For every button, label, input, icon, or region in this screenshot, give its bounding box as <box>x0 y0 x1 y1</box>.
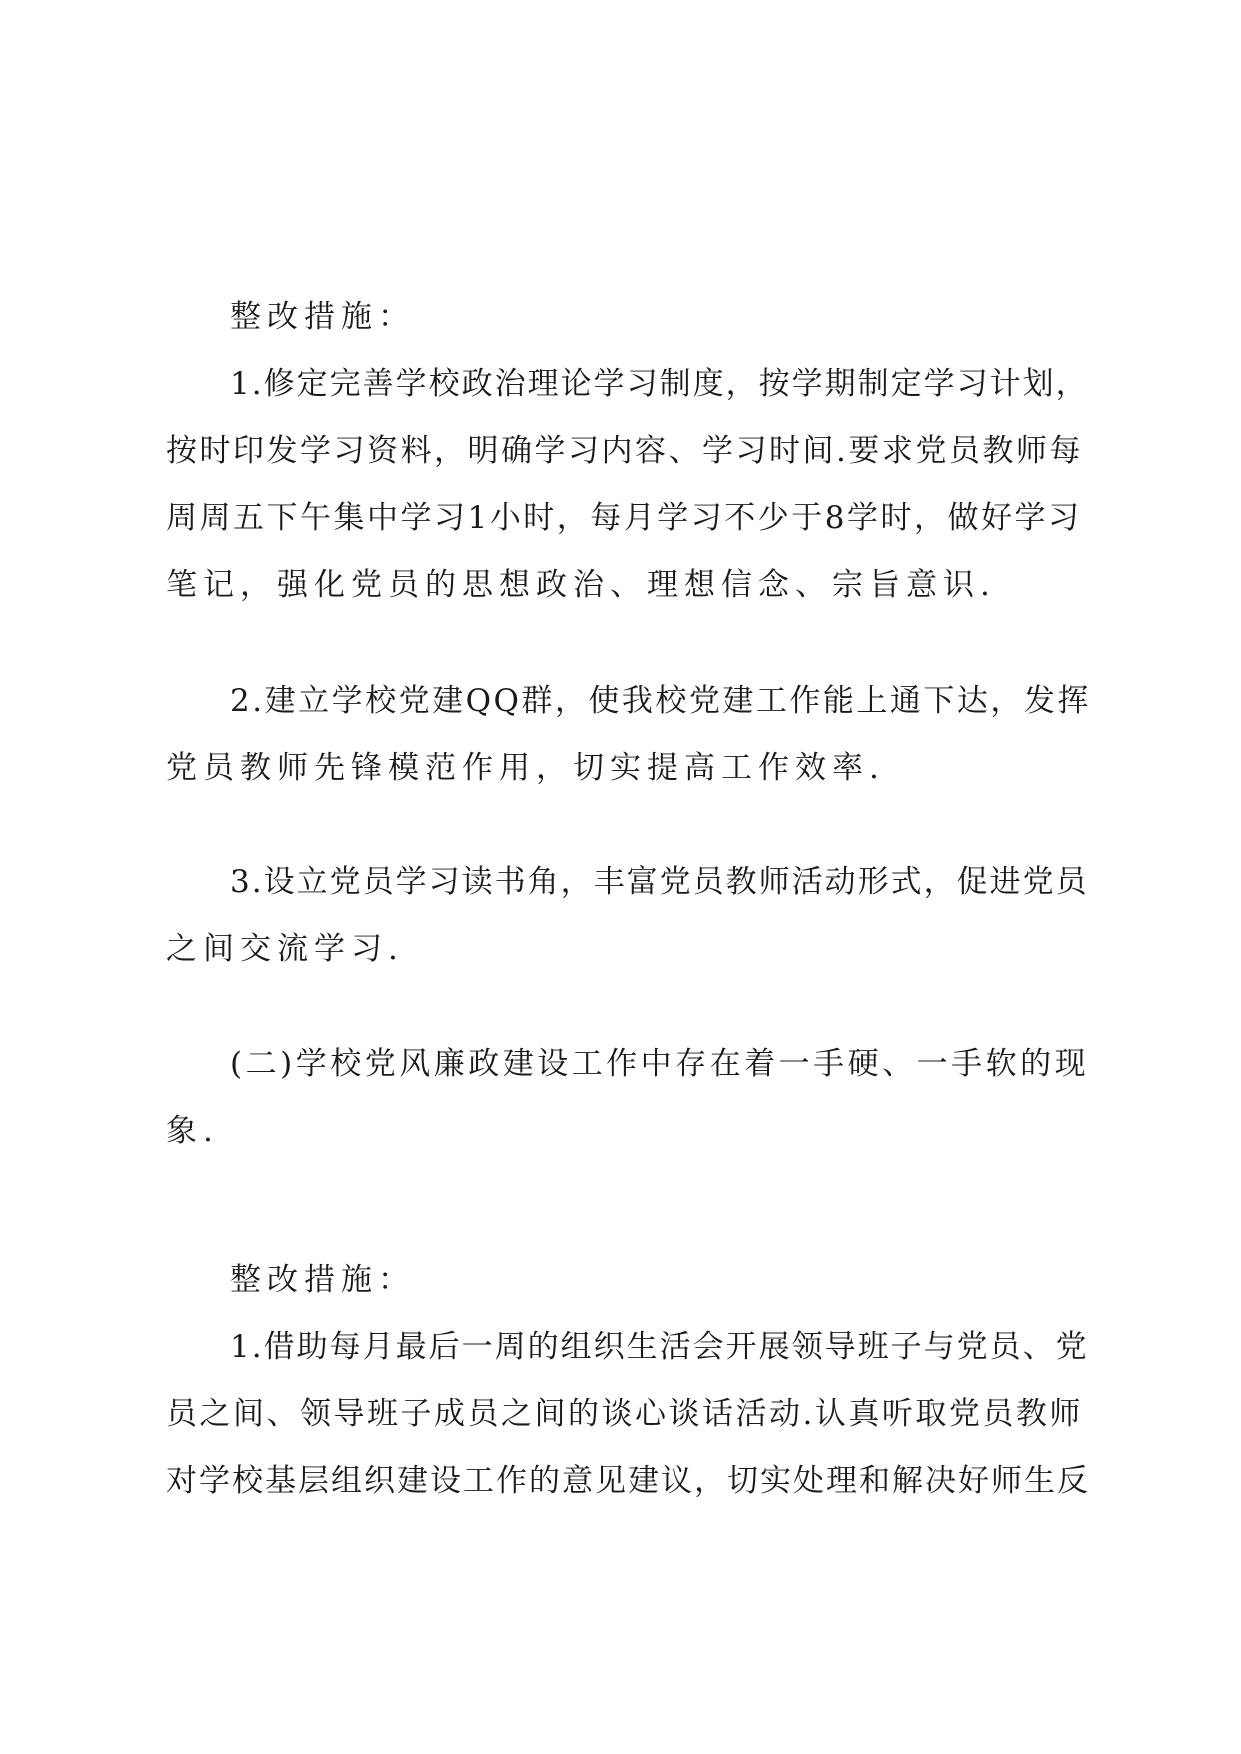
paragraph-line: 3.设立党员学习读书角，丰富党员教师活动形式，促进党员 <box>230 864 1089 900</box>
paragraph-line: 周周五下午集中学习1小时，每月学习不少于8学时，做好学习 <box>166 500 1082 536</box>
section-heading: 整改措施： <box>230 1262 415 1298</box>
paragraph-line: 1.修定完善学校政治理论学习制度，按学期制定学习计划， <box>230 366 1089 402</box>
paragraph-line: 党员教师先锋模范作用，切实提高工作效率. <box>166 750 885 786</box>
paragraph-line: 笔记，强化党员的思想政治、理想信念、宗旨意识. <box>166 567 996 603</box>
section-heading: 整改措施： <box>230 299 415 335</box>
paragraph-line: 对学校基层组织建设工作的意见建议，切实处理和解决好师生反 <box>166 1463 1090 1499</box>
paragraph-line: 按时印发学习资料，明确学习内容、学习时间.要求党员教师每 <box>166 433 1083 469</box>
section-heading: (二)学校党风廉政建设工作中存在着一手硬、一手软的现 <box>230 1046 1090 1082</box>
paragraph-line: 象. <box>166 1113 219 1149</box>
paragraph-line: 员之间、领导班子成员之间的谈心谈话活动.认真听取党员教师 <box>166 1396 1083 1432</box>
paragraph-line: 之间交流学习. <box>166 931 404 967</box>
paragraph-line: 1.借助每月最后一周的组织生活会开展领导班子与党员、党 <box>230 1329 1089 1365</box>
paragraph-line: 2.建立学校党建QQ群，使我校党建工作能上通下达，发挥 <box>230 683 1091 719</box>
